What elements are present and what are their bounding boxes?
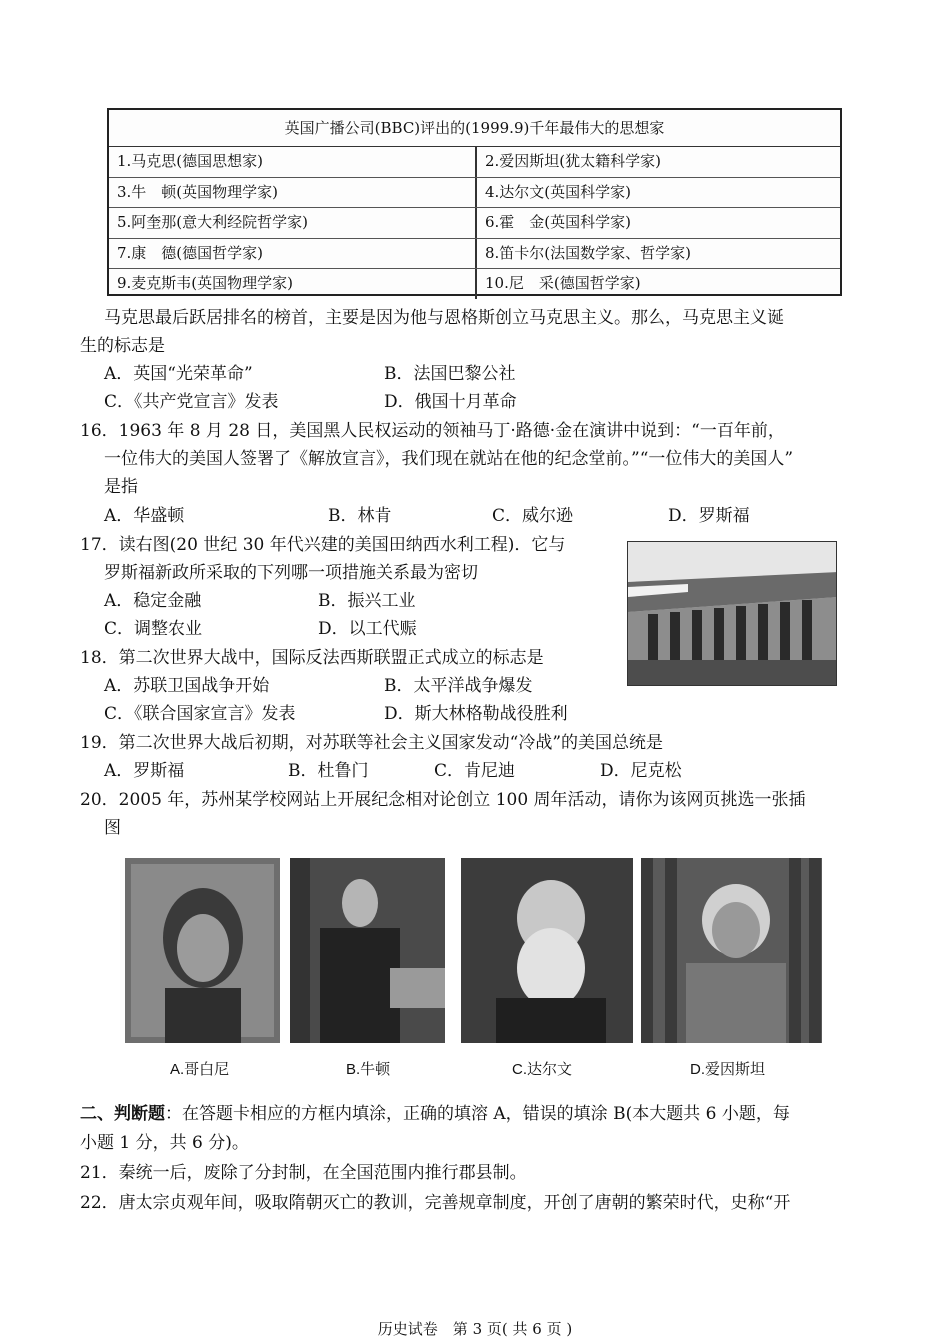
q15-stem-line2: 生的标志是: [80, 336, 165, 356]
table-cell: 2.爱因斯坦(犹太籍科学家): [485, 152, 662, 170]
q19-stem: 19．第二次世界大战后初期，对苏联等社会主义国家发动“冷战”的美国总统是: [80, 733, 664, 753]
q22-stem: 22．唐太宗贞观年间，吸取隋朝灭亡的教训，完善规章制度，开创了唐朝的繁荣时代，史称“开: [80, 1193, 791, 1213]
table-cell: 3.牛 顿(英国物理学家): [109, 178, 477, 208]
section2-line2: 小题 1 分，共 6 分)。: [80, 1133, 249, 1153]
q15-option-d: D．俄国十月革命: [384, 392, 517, 412]
q18-option-d: D．斯大林格勒战役胜利: [384, 704, 568, 724]
section2-instructions: ：在答题卡相应的方框内填涂，正确的填溶 A，错误的填涂 B(本大题共 6 小题，每: [165, 1104, 790, 1124]
caption-b: B.牛顿: [346, 1061, 391, 1078]
table-cell: 8.笛卡尔(法国数学家、哲学家): [485, 243, 692, 262]
einstein-portrait: [641, 858, 822, 1043]
table-row: [109, 269, 840, 299]
table-row: [109, 239, 840, 270]
table-cell: 10.尼 采(德国哲学家): [485, 274, 641, 293]
q19-option-b: B．杜鲁门: [288, 761, 369, 781]
page-footer: 历史试卷 第 3 页( 共 6 页 ): [377, 1320, 573, 1338]
q19-option-a: A．罗斯福: [104, 761, 185, 781]
q16-stem-line3: 是指: [104, 477, 138, 497]
q17-stem-line2: 罗斯福新政所采取的下列哪一项措施关系最为密切: [104, 563, 478, 583]
q18-option-c: C．《联合国家宣言》发表: [104, 704, 296, 724]
section2-heading: 二、判断题: [80, 1104, 165, 1124]
q16-option-d: D．罗斯福: [668, 506, 750, 526]
q15-option-a: A．英国“光荣革命”: [104, 364, 253, 384]
table-cell: 4.达尔文(英国科学家): [485, 182, 632, 201]
caption-c: C.达尔文: [512, 1061, 573, 1078]
q17-option-b: B．振兴工业: [318, 591, 416, 611]
caption-d: D.爱因斯坦: [690, 1061, 766, 1078]
table-cell: 6.霍 金(英国科学家): [485, 213, 632, 232]
q17-stem-line1: 17．读右图(20 世纪 30 年代兴建的美国田纳西水利工程)．它与: [80, 535, 566, 555]
table-row: [109, 178, 840, 209]
q16-option-b: B．林肯: [328, 506, 392, 526]
q16-stem-line2: 一位伟大的美国人签署了《解放宣言》，我们现在就站在他的纪念堂前。”“一位伟大的美国人”: [104, 449, 794, 469]
q18-option-a: A．苏联卫国战争开始: [104, 676, 270, 696]
thinkers-table: [107, 108, 842, 296]
q20-stem-line2: 图: [104, 818, 121, 838]
q17-option-c: C．调整农业: [104, 619, 203, 639]
q19-option-c: C．肯尼迪: [434, 761, 516, 781]
darwin-portrait: [461, 858, 633, 1043]
table-row: [109, 147, 840, 178]
tva-dam-photo: [627, 541, 837, 686]
q17-option-d: D．以工代赈: [318, 619, 417, 639]
q16-option-c: C．威尔逊: [492, 506, 574, 526]
copernicus-portrait: [125, 858, 280, 1043]
q20-stem-line1: 20．2005 年，苏州某学校网站上开展纪念相对论创立 100 周年活动，请你为该网页挑选一张插: [80, 790, 806, 810]
q16-stem-line1: 16．1963 年 8 月 28 日，美国黑人民权运动的领袖马丁·路德·金在演讲中说到：“一百年前，: [80, 421, 785, 441]
q15-stem-line1: 马克思最后跃居排名的榜首，主要是因为他与恩格斯创立马克思主义。那么，马克思主义诞: [104, 308, 784, 328]
q16-option-a: A．华盛顿: [104, 506, 185, 526]
newton-portrait: [290, 858, 445, 1043]
q21-stem: 21．秦统一后，废除了分封制，在全国范围内推行郡县制。: [80, 1163, 527, 1183]
q18-stem: 18．第二次世界大战中，国际反法西斯联盟正式成立的标志是: [80, 648, 544, 668]
table-cell: 1.马克思(德国思想家): [109, 147, 477, 177]
q17-option-a: A．稳定金融: [104, 591, 202, 611]
table-cell: 5.阿奎那(意大利经院哲学家): [109, 208, 477, 238]
table-row: [109, 208, 840, 239]
q18-option-b: B．太平洋战争爆发: [384, 676, 533, 696]
section2-line1: [80, 1104, 790, 1124]
table-cell: 9.麦克斯韦(英国物理学家): [109, 269, 477, 299]
q19-option-d: D．尼克松: [600, 761, 682, 781]
q15-option-c: C．《共产党宣言》发表: [104, 392, 279, 412]
table-title: 英国广播公司(BBC)评出的(1999.9)千年最伟大的思想家: [109, 110, 840, 147]
caption-a: A.哥白尼: [170, 1061, 230, 1078]
q15-option-b: B．法国巴黎公社: [384, 364, 516, 384]
table-cell: 7.康 德(德国哲学家): [109, 239, 477, 269]
